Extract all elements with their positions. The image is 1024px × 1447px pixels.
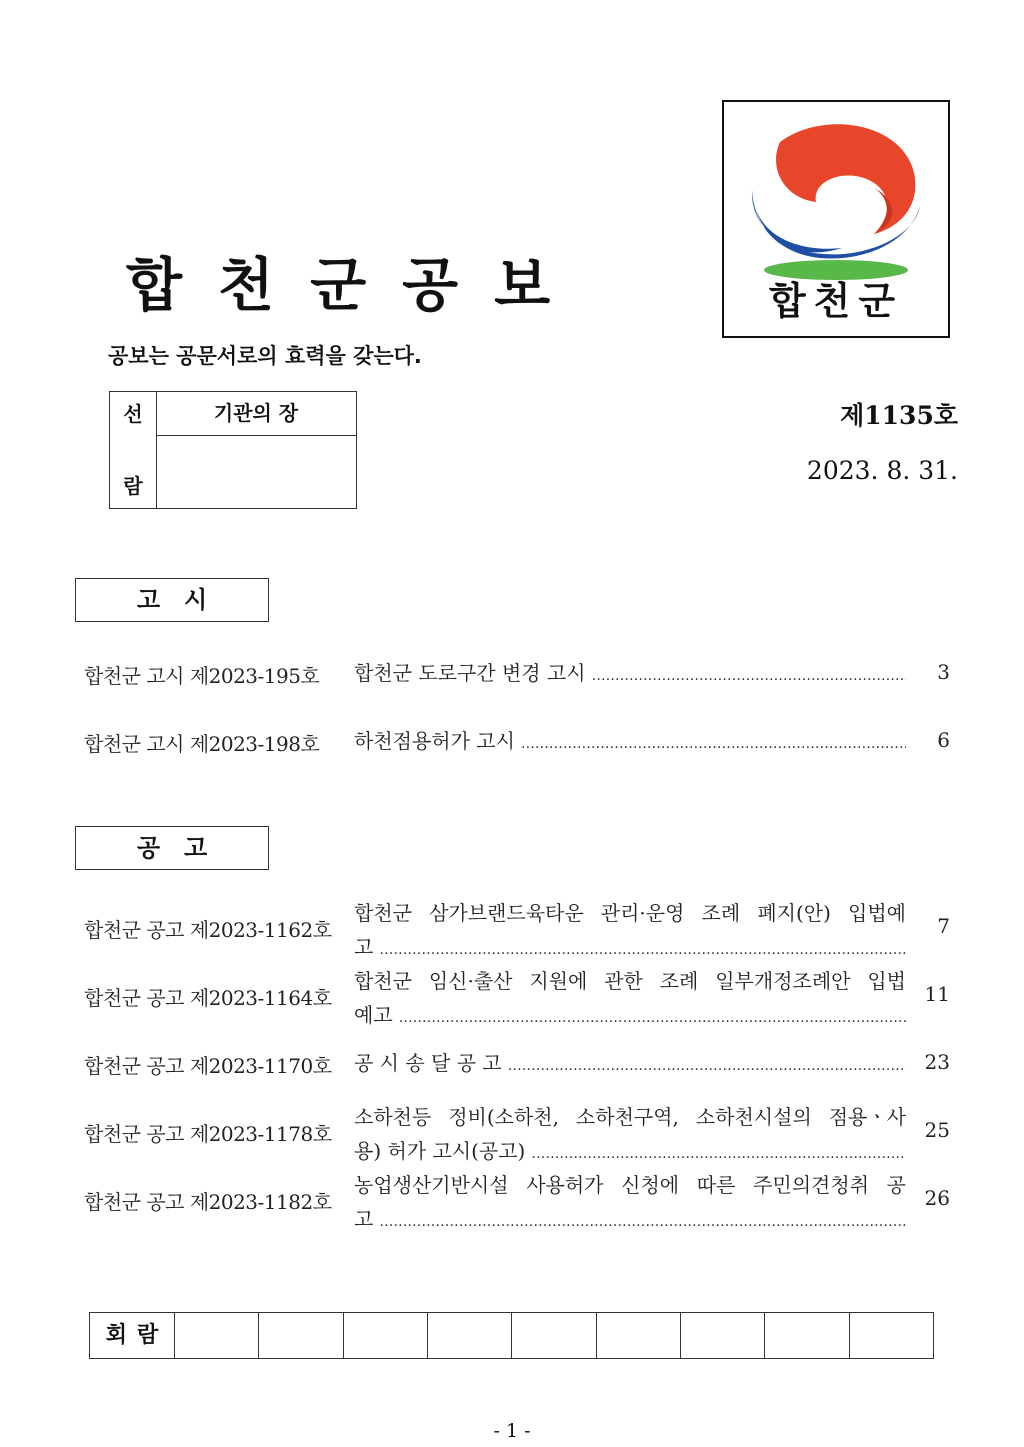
page-number: - 1 -	[493, 1420, 531, 1442]
toc-entry[interactable]	[84, 726, 950, 760]
entry-number: 합천군 고시 제2023-195호	[84, 664, 320, 688]
entry-title-line: 합천군 도로구간 변경 고시	[354, 661, 586, 685]
entry-page: 3	[937, 660, 950, 684]
entry-title-line: 합천군 삼가브랜드육타운 관리·운영 조례 폐지(안) 입법예	[354, 901, 906, 925]
entry-number: 합천군 공고 제2023-1178호	[84, 1122, 332, 1146]
subtitle: 공보는 공문서로의 효력을 갖는다.	[108, 344, 422, 368]
title-char: 군	[310, 251, 371, 319]
entry-title-line: 공 시 송 달 공 고	[354, 1051, 502, 1075]
toc-entry[interactable]	[84, 658, 950, 692]
issue-number: 제1135호	[840, 401, 958, 430]
approval-label-bottom: 람	[123, 474, 143, 498]
entry-title	[354, 656, 906, 693]
entry-title	[354, 964, 906, 1035]
entry-title-line: 용) 허가 고시(공고)	[354, 1139, 526, 1163]
entry-title-line: 합천군 임신·출산 지원에 관한 조례 일부개정조례안 입법	[354, 969, 906, 993]
entry-number: 합천군 고시 제2023-198호	[84, 732, 320, 756]
logo-text: 합천군	[768, 279, 904, 323]
toc-entry[interactable]	[84, 896, 950, 964]
title-char: 천	[218, 251, 279, 319]
entry-title-line: 예고	[354, 1003, 393, 1027]
circulation-cell	[764, 1313, 848, 1358]
approval-label-top: 선	[123, 402, 143, 426]
toc-entry[interactable]	[84, 1048, 950, 1082]
entry-title-line: 소하천등 정비(소하천, 소하천구역, 소하천시설의 점용ㆍ사	[354, 1105, 906, 1129]
entry-title-line: 하천점용허가 고시	[354, 729, 515, 753]
entry-number: 합천군 공고 제2023-1170호	[84, 1054, 332, 1078]
circulation-label: 회람	[105, 1323, 169, 1348]
entry-page: 23	[924, 1050, 950, 1074]
entry-title-line: 고	[354, 935, 374, 959]
entry-title	[354, 724, 906, 761]
circulation-cell	[849, 1313, 933, 1358]
leader-dots	[508, 1049, 906, 1083]
entry-title	[354, 1046, 906, 1083]
entry-number: 합천군 공고 제2023-1162호	[84, 918, 332, 942]
circulation-cell	[680, 1313, 764, 1358]
entry-title-line: 고	[354, 1207, 374, 1231]
toc-entry[interactable]	[84, 1168, 950, 1236]
circulation-cell	[596, 1313, 680, 1358]
section-header-gonggo: 공고	[75, 826, 269, 870]
entry-title	[354, 896, 906, 967]
leader-dots	[399, 1001, 906, 1035]
circulation-cell	[427, 1313, 511, 1358]
entry-page: 25	[924, 1118, 950, 1142]
leader-dots	[531, 1137, 906, 1171]
leader-dots	[592, 659, 906, 693]
title-char: 공	[402, 251, 463, 319]
entry-page: 6	[937, 728, 950, 752]
entry-title-line: 농업생산기반시설 사용허가 신청에 따른 주민의견청취 공	[354, 1173, 906, 1197]
toc-entry[interactable]	[84, 964, 950, 1032]
circulation-cell	[174, 1313, 258, 1358]
entry-page: 7	[937, 914, 950, 938]
circulation-cell	[511, 1313, 595, 1358]
issue-date: 2023. 8. 31.	[806, 456, 958, 485]
leader-dots	[379, 933, 906, 967]
approval-table	[109, 391, 357, 509]
bulletin-title	[126, 238, 586, 322]
leader-dots	[521, 727, 906, 761]
entry-title	[354, 1100, 906, 1171]
entry-number: 합천군 공고 제2023-1182호	[84, 1190, 332, 1214]
leader-dots	[379, 1205, 906, 1239]
approval-label-column	[110, 392, 157, 508]
county-logo	[722, 100, 950, 338]
toc-entry[interactable]	[84, 1100, 950, 1168]
entry-page: 11	[924, 982, 950, 1006]
entry-number: 합천군 공고 제2023-1164호	[84, 986, 332, 1010]
entry-page: 26	[924, 1186, 950, 1210]
approval-head: 기관의 장	[156, 392, 356, 436]
circulation-cell	[343, 1313, 427, 1358]
section-header-gosi: 고시	[75, 578, 269, 622]
title-char: 보	[494, 251, 555, 319]
circulation-cell	[258, 1313, 342, 1358]
circulation-table	[89, 1312, 934, 1359]
entry-title	[354, 1168, 906, 1239]
title-char: 합	[126, 251, 187, 319]
